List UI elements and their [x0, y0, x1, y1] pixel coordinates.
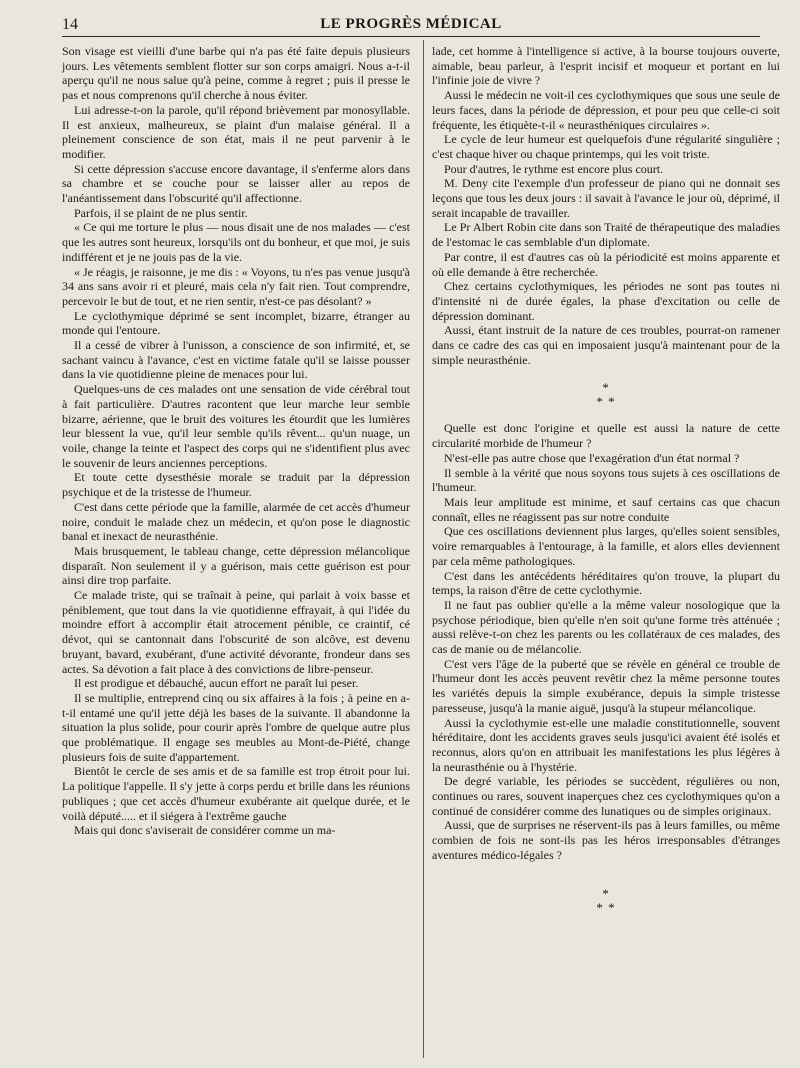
- paragraph: Mais qui donc s'aviserait de considérer comme un ma-: [74, 823, 336, 838]
- header-rule: [62, 36, 760, 37]
- paragraph: Si cette dépression s'accuse encore davantage, il s'enferme alors dans sa chambre et se couche pour se laisser aller au repos de l'anéantissement dans l'obscurité qu'il affectionne.: [62, 161, 410, 206]
- paragraph: Pour d'autres, le rythme est encore plus court.: [444, 161, 664, 176]
- paragraph: Il se multiplie, entreprend cinq ou six affaires à la fois ; à peine en a-t-il entamé une qu'il jette déjà les bases de la suivante. Il abandonne la situation la plus solide, pour courir après l'ombre de quelque autre plus que problématique. Il engage ses meubles au Mont-de-Piété, change plusieurs fois de suite d'appartement.: [62, 690, 410, 764]
- paragraph: Que ces oscillations deviennent plus larges, qu'elles soient sensibles, voire remarquables à l'entourage, à la famille, et alors elles deviennent par cela même pathologiques.: [432, 524, 780, 568]
- paragraph: Parfois, il se plaint de ne plus sentir.: [74, 205, 248, 220]
- paragraph: Le cyclothymique déprimé se sent incomplet, bizarre, étranger au monde qui l'entoure.: [62, 308, 410, 338]
- paragraph: Il a cessé de vibrer à l'unisson, a conscience de son infirmité, et, se sachant vaincu à l'avance, c'est en victime fatale qu'il se laisse pousser dans la vie quotidienne pleine de menaces pour lui.: [62, 338, 410, 382]
- right-column: [432, 44, 780, 927]
- paragraph: Aussi, étant instruit de la nature de ces troubles, pourrat-on ramener dans ce cadre des cas qui en imposaient jusqu'à maintenant pour de la simple neurasthénie.: [432, 323, 780, 367]
- section-separator: [432, 887, 780, 915]
- journal-title: LE PROGRÈS MÉDICAL: [320, 16, 502, 32]
- page-header: [62, 14, 760, 38]
- paragraph: Mais brusquement, le tableau change, cette dépression mélancolique disparaît. Non seulement il y a guérison, mais cette guérison est pour ainsi dire trop parfaite.: [62, 543, 410, 588]
- paragraph: Ce malade triste, qui se traînait à peine, qui parlait à voix basse et péniblement, que tout dans la vie quotidienne effrayait, à qui l'idée du moindre effort à accomplir était atrocement pénible, ce craintif, cé dévot, qui se cantonnait dans l'obscurité de son alcôve, est devenu bruyant, bavard, exubérant, d'une activité dévorante, frondeur dans ses actes. Sa dévotion a fait place à des convictions de libre-penseur.: [62, 588, 410, 676]
- paragraph: N'est-elle pas autre chose que l'exagération d'un état normal ?: [444, 450, 740, 465]
- paragraph: « Je réagis, je raisonne, je me dis : « Voyons, tu n'es pas venue jusqu'à 34 ans sans avoir ri et pleuré, mais cela n'y fait rien. Tout comprendre, percevoir le but de tout, et ne rien sentir, n'est-ce pas désolant? »: [62, 264, 410, 308]
- paragraph: C'est vers l'âge de la puberté que se révèle en général ce trouble de l'humeur dont les accès peuvent revêtir chez la même personne toutes les variétés depuis la simple exubérance, depuis la simple tristesse paresseuse, jusqu'à la manie aiguë, jusqu'à la stupeur mélancolique.: [432, 656, 780, 715]
- section-separator: [432, 381, 780, 409]
- paragraph: C'est dans les antécédents héréditaires qu'on trouve, la plupart du temps, la raison d'être de cette cyclothymie.: [432, 568, 780, 598]
- left-column: [62, 44, 410, 838]
- paragraph: Il est prodigue et débauché, aucun effort ne paraît lui peser.: [74, 676, 359, 691]
- paragraph: Il ne faut pas oublier qu'elle a la même valeur nosologique que la psychose périodique, bien qu'elle n'en soit qu'une forme très atténuée ; aussi relève-t-on chez les parents ou les collatéraux de ces malades, des cas de manie ou de mélancolie.: [432, 597, 780, 657]
- paragraph: Son visage est vieilli d'une barbe qui n'a pas été faite depuis plusieurs jours. Les vêtements semblent flotter sur son corps amaigri. Nous a-t-il aperçu qu'il ne nous salue qu'à peine, comme à regret ; puis il presse le pas et nous comprenons qu'il cherche à nous éviter.: [62, 44, 410, 103]
- paragraph: lade, cet homme à l'intelligence si active, à la bourse toujours ouverte, aimable, beau parleur, à l'esprit incisif et moqueur et portant en lui l'infinie joie de vivre ?: [432, 44, 780, 88]
- paragraph: Aussi la cyclothymie est-elle une maladie constitutionnelle, souvent héréditaire, dont les accidents graves seuls jusqu'ici avaient été isolés et reconnus, alors qu'on en attribuait les manifestations les plus légères à la neurasthénie ou à l'hystérie.: [432, 715, 780, 774]
- paragraph: Et toute cette dysesthésie morale se traduit par la dépression psychique et de la tristesse de l'humeur.: [62, 470, 410, 500]
- paragraph: Lui adresse-t-on la parole, qu'il répond brièvement par monosyllable. Il est anxieux, malheureux, se plaint d'un malaise général. Il a pleinement conscience de son état, mais il ne peut parvenir à le modifier.: [62, 102, 410, 161]
- paragraph: Quelle est donc l'origine et quelle est aussi la nature de cette circularité morbide de l'humeur ?: [432, 421, 780, 451]
- paragraph: Le cycle de leur humeur est quelquefois d'une régularité singulière ; c'est chaque hiver ou chaque printemps, qui les voit triste.: [432, 132, 780, 161]
- paragraph: Mais leur amplitude est minime, et sauf certains cas que chacun connaît, elles ne réagissent pas sur notre conduite: [432, 494, 780, 524]
- paragraph: De degré variable, les périodes se succèdent, régulières ou non, continues ou rares, souvent inaperçues chez ces cyclothymiques qu'on a continué de considérer comme des lunatiques ou de simples originaux.: [432, 774, 780, 818]
- separator-asterisks: * * *: [596, 380, 616, 410]
- paragraph: Chez certains cyclothymiques, les périodes ne sont pas toutes ni d'intensité ni de durée égales, la phase d'excitation ou celle de dépression dominant.: [432, 279, 780, 323]
- page-number: 14: [62, 16, 78, 33]
- paragraph: M. Deny cite l'exemple d'un professeur de piano qui ne donnait ses leçons que tous les deux jours : il savait à l'avance le jour où, déprimé, il serait incapable de travailler.: [432, 176, 780, 220]
- paragraph: Quelques-uns de ces malades ont une sensation de vide cérébral tout à fait particulière. D'autres racontent que leur marche leur semble bizarre, aérienne, que le bruit des voitures les étourdit que les lumières leur blessent la vue, qu'il leur semble qu'ils rêvent... qu'un nuage, un voile, change la teinte et l'aspect des corps qui ne s'identifient plus avec le souvenir de leurs anciennes perceptions.: [62, 382, 410, 470]
- paragraph: Aussi, que de surprises ne réservent-ils pas à leurs familles, ou même combien de fois ne sont-ils pas les héros irresponsables d'étranges aventures médico-légales ?: [432, 818, 780, 862]
- paragraph: Aussi le médecin ne voit-il ces cyclothymiques que sous une seule de leurs faces, dans la période de dépression, et pour peu que celle-ci soit fréquente, les étiquète-t-il « neurasthéniques circulaires ».: [432, 88, 780, 132]
- column-divider: [423, 40, 424, 1058]
- paragraph: Par contre, il est d'autres cas où la périodicité est moins apparente et où elle demande à être recherchée.: [432, 249, 780, 279]
- paragraph: Il semble à la vérité que nous soyons tous sujets à ces oscillations de l'humeur.: [432, 465, 780, 495]
- paragraph: C'est dans cette période que la famille, alarmée de cet accès d'humeur noire, conduit le malade chez un médecin, et qu'on pose le diagnostic banal et inexact de neurasthénie.: [62, 499, 410, 544]
- paragraph: Le Pr Albert Robin cite dans son Traité de thérapeutique des maladies de l'estomac le cas semblable d'un diplomate.: [432, 220, 780, 250]
- paragraph: « Ce qui me torture le plus — nous disait une de nos malades — c'est que les autres sont heureux, lorsqu'ils ont du bonheur, et que moi, je suis indifférent et je ne jouis pas de la vie.: [62, 220, 410, 264]
- separator-asterisks: * * *: [596, 885, 616, 915]
- paragraph: Bientôt le cercle de ses amis et de sa famille est trop étroit pour lui. La politique l'appelle. Il s'y jette à corps perdu et brille dans les réunions publiques ; que cet accès d'humeur exubérante ait quelque durée, et le voilà député..... et il siégera à l'extrême gauche: [62, 764, 410, 823]
